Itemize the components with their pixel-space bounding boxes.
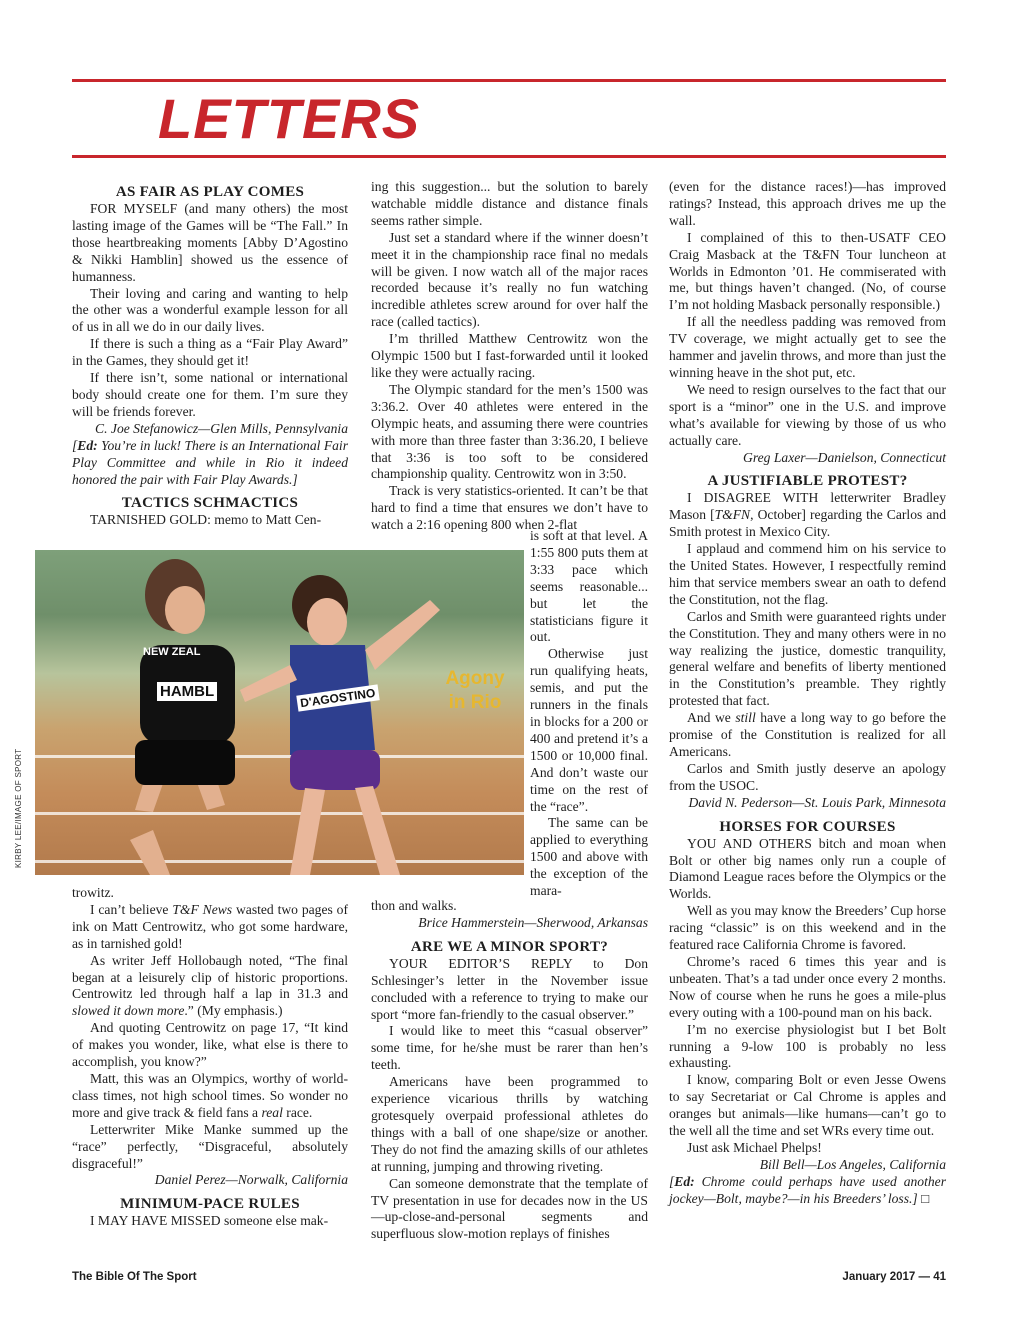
paragraph: I can’t believe T&F News wasted two pages of ink on Matt Centrowitz, who got some hardware, as in tarnished gold! bbox=[72, 901, 348, 951]
paragraph: Otherwise just run qualifying heats, semis, and put the runners in the finals in blocks for a 200 or 400 and pretend it’s a 1500 or 10,000 final. And don’t waste our time on the rest of the “race”. bbox=[530, 646, 648, 814]
paragraph: Just set a standard where if the winner doesn’t meet it in the championship race final no medals will be given. I now watch all of the major races recorded because it’s really no fun watching incredible athletes screw around for over half the race (called tactics). bbox=[371, 229, 648, 330]
paragraph: And we still have a long way to go before the promise of the Constitution is realized for all Americans. bbox=[669, 710, 946, 759]
paragraph: I complained of this to then-USATF CEO Craig Masback at the T&FN Tour luncheon at Worlds in Edmonton ’01. He commiserated with me, but things haven’t changed. (No, of course I’m not holding Masback personally responsible.) bbox=[669, 229, 946, 313]
paragraph: I’m thrilled Matthew Centrowitz won the Olympic 1500 but I fast-forwarded until it looked like they were actually racing. bbox=[371, 331, 648, 380]
paragraph: Carlos and Smith justly deserve an apology from the USOC. bbox=[669, 760, 946, 793]
column-1-top bbox=[72, 179, 348, 529]
paragraph: trowitz. bbox=[72, 885, 114, 900]
column-3 bbox=[669, 179, 946, 1208]
footer-page-info: January 2017 — 41 bbox=[842, 1271, 946, 1283]
paragraph: Well as you may know the Breeders’ Cup horse racing “classic” is on this weekend and in the featured race California Chrome is favored. bbox=[669, 903, 946, 953]
letter-signature: Brice Hammerstein—Sherwood, Arkansas bbox=[418, 914, 648, 930]
paragraph: The same can be applied to everything 1500 and above with the exception of the mara- bbox=[530, 815, 648, 899]
top-rule bbox=[72, 79, 946, 82]
photo-credit: KIRBY LEE/IMAGE OF SPORT bbox=[14, 748, 23, 868]
letter-heading: TACTICS SCHMACTICS bbox=[121, 495, 299, 512]
paragraph: Their loving and caring and wanting to help the other was a wonderful example lesson for all of us in all we do in our daily lives. bbox=[72, 285, 348, 335]
letter-signature: David N. Pederson—St. Louis Park, Minnesota bbox=[688, 794, 946, 810]
caption-line: in Rio bbox=[448, 692, 502, 713]
column-1-bottom bbox=[72, 885, 348, 1230]
paragraph: TARNISHED GOLD: memo to Matt Cen- bbox=[90, 512, 322, 528]
letter-signature: Daniel Perez—Norwalk, California bbox=[154, 1172, 348, 1188]
paragraph: FOR MYSELF (and many others) the most lasting image of the Games will be “The Fall.” In those heartbreaking moments [Abby D’Agostino & Nikki Hamblin] showed us the essence of humanness. bbox=[72, 201, 348, 284]
bib-right-name: D'AGOSTINO bbox=[296, 684, 379, 711]
letter-heading: AS FAIR AS PLAY COMES bbox=[115, 184, 305, 200]
paragraph: Matt, this was an Olympics, worthy of world-class times, not high school times. So wonder no more and give track & field fans a real race. bbox=[72, 1070, 348, 1120]
column-2-top bbox=[371, 179, 648, 534]
letter-heading: A JUSTIFIABLE PROTEST? bbox=[707, 473, 908, 490]
paragraph: Can someone demonstrate that the template of TV presentation in use for decades now in the US—up-close-and-personal segments and superfluous slow-motion replays of finishes bbox=[371, 1175, 648, 1242]
paragraph: ing this suggestion... but the solution to barely watchable middle distance and distance finals seems rather simple. bbox=[371, 179, 648, 228]
letter-signature: C. Joe Stefanowicz—Glen Mills, Pennsylvania bbox=[95, 420, 348, 436]
paragraph: If there isn’t, some national or international body should create one for them. I’m sure they will be friends forever. bbox=[72, 370, 348, 419]
paragraph: I’m no exercise physiologist but I bet Bolt running a 9-low 100 is probably no less exhausting. bbox=[669, 1021, 946, 1071]
editor-label: Ed: bbox=[674, 1173, 695, 1189]
paragraph: thon and walks. bbox=[371, 898, 457, 913]
paragraph: Chrome’s raced 6 times this year and is unbeaten. That’s a tad under once every 2 months. Now of course when he runs he goes a mile-plus every outing with a 100-pound man on his back. bbox=[669, 953, 946, 1020]
column-2-bottom bbox=[371, 898, 648, 1243]
paragraph: As writer Jeff Hollobaugh noted, “The final began at a leisurely clip of historic proportions. Centrowitz led through half a lap in 31.3 and slowed it down more.” (My emphasis.) bbox=[72, 952, 348, 1019]
paragraph: Just ask Michael Phelps! bbox=[687, 1139, 822, 1155]
bib-left-name: HAMBL bbox=[157, 682, 217, 701]
paragraph: I DISAGREE WITH letterwriter Bradley Mason [T&FN, October] regarding the Carlos and Smith protest in Mexico City. bbox=[669, 490, 946, 540]
letter-signature: Greg Laxer—Danielson, Connecticut bbox=[743, 449, 946, 465]
paragraph: is soft at that level. A 1:55 800 puts them at 3:33 pace which seems reasonable... but let the statisticians figure it out. bbox=[530, 528, 648, 645]
photo-caption bbox=[430, 667, 520, 715]
paragraph: I would like to meet this “casual observer” some time, for he/she must be rarer than hen’s teeth. bbox=[371, 1023, 648, 1073]
letter-heading: ARE WE A MINOR SPORT? bbox=[410, 938, 609, 955]
race-photo bbox=[35, 550, 524, 875]
letter-heading: MINIMUM-PACE RULES bbox=[120, 1196, 300, 1213]
footer-tagline: The Bible Of The Sport bbox=[72, 1271, 197, 1283]
letter-signature: Bill Bell—Los Angeles, California bbox=[759, 1156, 946, 1172]
paragraph: If there is such a thing as a “Fair Play Award” in the Games, they should get it! bbox=[72, 336, 348, 369]
editor-note: [Ed: You’re in luck! There is an International Fair Play Committee and while in Rio it indeed honored the pair with Fair Play Awards.] bbox=[72, 437, 348, 487]
paragraph: And quoting Centrowitz on page 17, “It kind of makes you wonder, like, what else is there to accomplish, you know?” bbox=[72, 1020, 348, 1070]
caption-line: Agony bbox=[445, 668, 505, 689]
paragraph: I know, comparing Bolt or even Jesse Owens to say Secretariat or Cal Chrome is apples and oranges but animals—like humans—can’t go to the well all the time and set WRs every time out. bbox=[669, 1072, 946, 1139]
column-2-wrap bbox=[530, 528, 648, 900]
paragraph: YOU AND OTHERS bitch and moan when Bolt or other big names only run a couple of Diamond League races before the Olympics or the Worlds. bbox=[669, 835, 946, 902]
editor-label: Ed: bbox=[77, 437, 98, 453]
paragraph: Track is very statistics-oriented. It can’t be that hard to find a time that ensures we don’t have to watch a 2:16 opening 800 when 2-flat bbox=[371, 483, 648, 533]
letter-heading: HORSES FOR COURSES bbox=[719, 818, 896, 835]
page-title: LETTERS bbox=[158, 87, 421, 150]
paragraph: I applaud and commend him on his service to the United States. However, I respectfully remind him that service members swear an oath to defend the Constitution, not the flag. bbox=[669, 541, 946, 607]
editor-note-text: Chrome could perhaps have used another jockey—Bolt, maybe?—in his Breeders’ loss.] bbox=[669, 1173, 946, 1206]
paragraph: YOUR EDITOR’S REPLY to Don Schlesinger’s letter in the November issue concluded with a reference to trying to make our sport “more fan-friendly to the casual observer.” bbox=[371, 955, 648, 1022]
paragraph: (even for the distance races!)—has improved ratings? Instead, this approach drives me up the wall. bbox=[669, 179, 946, 228]
paragraph: Americans have been programmed to experience vicarious thrills by watching grotesquely overpaid professional athletes do things with a ball of one shape/size or another. They do not find the amazing skills of our athletes at running, jumping and throwing riveting. bbox=[371, 1074, 648, 1174]
paragraph: I MAY HAVE MISSED someone else mak- bbox=[90, 1213, 329, 1229]
paragraph: Letterwriter Mike Manke summed up the “race” perfectly, “Disgraceful, absolutely disgraceful!” bbox=[72, 1121, 348, 1171]
end-mark: □ bbox=[921, 1190, 930, 1206]
paragraph: The Olympic standard for the men’s 1500 was 3:36.2. Over 40 athletes were entered in the Olympic heats, and assuming there were countries with more than three faster than 3:36.20, I believe that 3:36 is too soft to be considered championship quality. Centrowitz won in 3:50. bbox=[371, 381, 648, 482]
editor-note-text: You’re in luck! There is an International Fair Play Committee and while in Rio it indeed honored the pair with Fair Play Awards.] bbox=[72, 437, 348, 487]
paragraph: We need to resign ourselves to the fact that our sport is a “minor” one in the U.S. and improve what’s available for viewing by those of us who actually care. bbox=[669, 381, 946, 448]
bottom-rule bbox=[72, 155, 946, 158]
paragraph: If all the needless padding was removed from TV coverage, we might actually get to see the hammer and javelin throws, and more than just the winning heave in the shot put, etc. bbox=[669, 314, 946, 380]
paragraph: Carlos and Smith were guaranteed rights under the Constitution. They and many others were in no way realizing the justice, domestic tranquility, general welfare and benefits of liberty mentioned in the Constitution’s preamble. They rightly protested that fact. bbox=[669, 608, 946, 709]
editor-note: [Ed: Chrome could perhaps have used another jockey—Bolt, maybe?—in his Breeders’ loss.] □ bbox=[669, 1173, 946, 1206]
bib-left-country: NEW ZEAL bbox=[143, 646, 201, 658]
